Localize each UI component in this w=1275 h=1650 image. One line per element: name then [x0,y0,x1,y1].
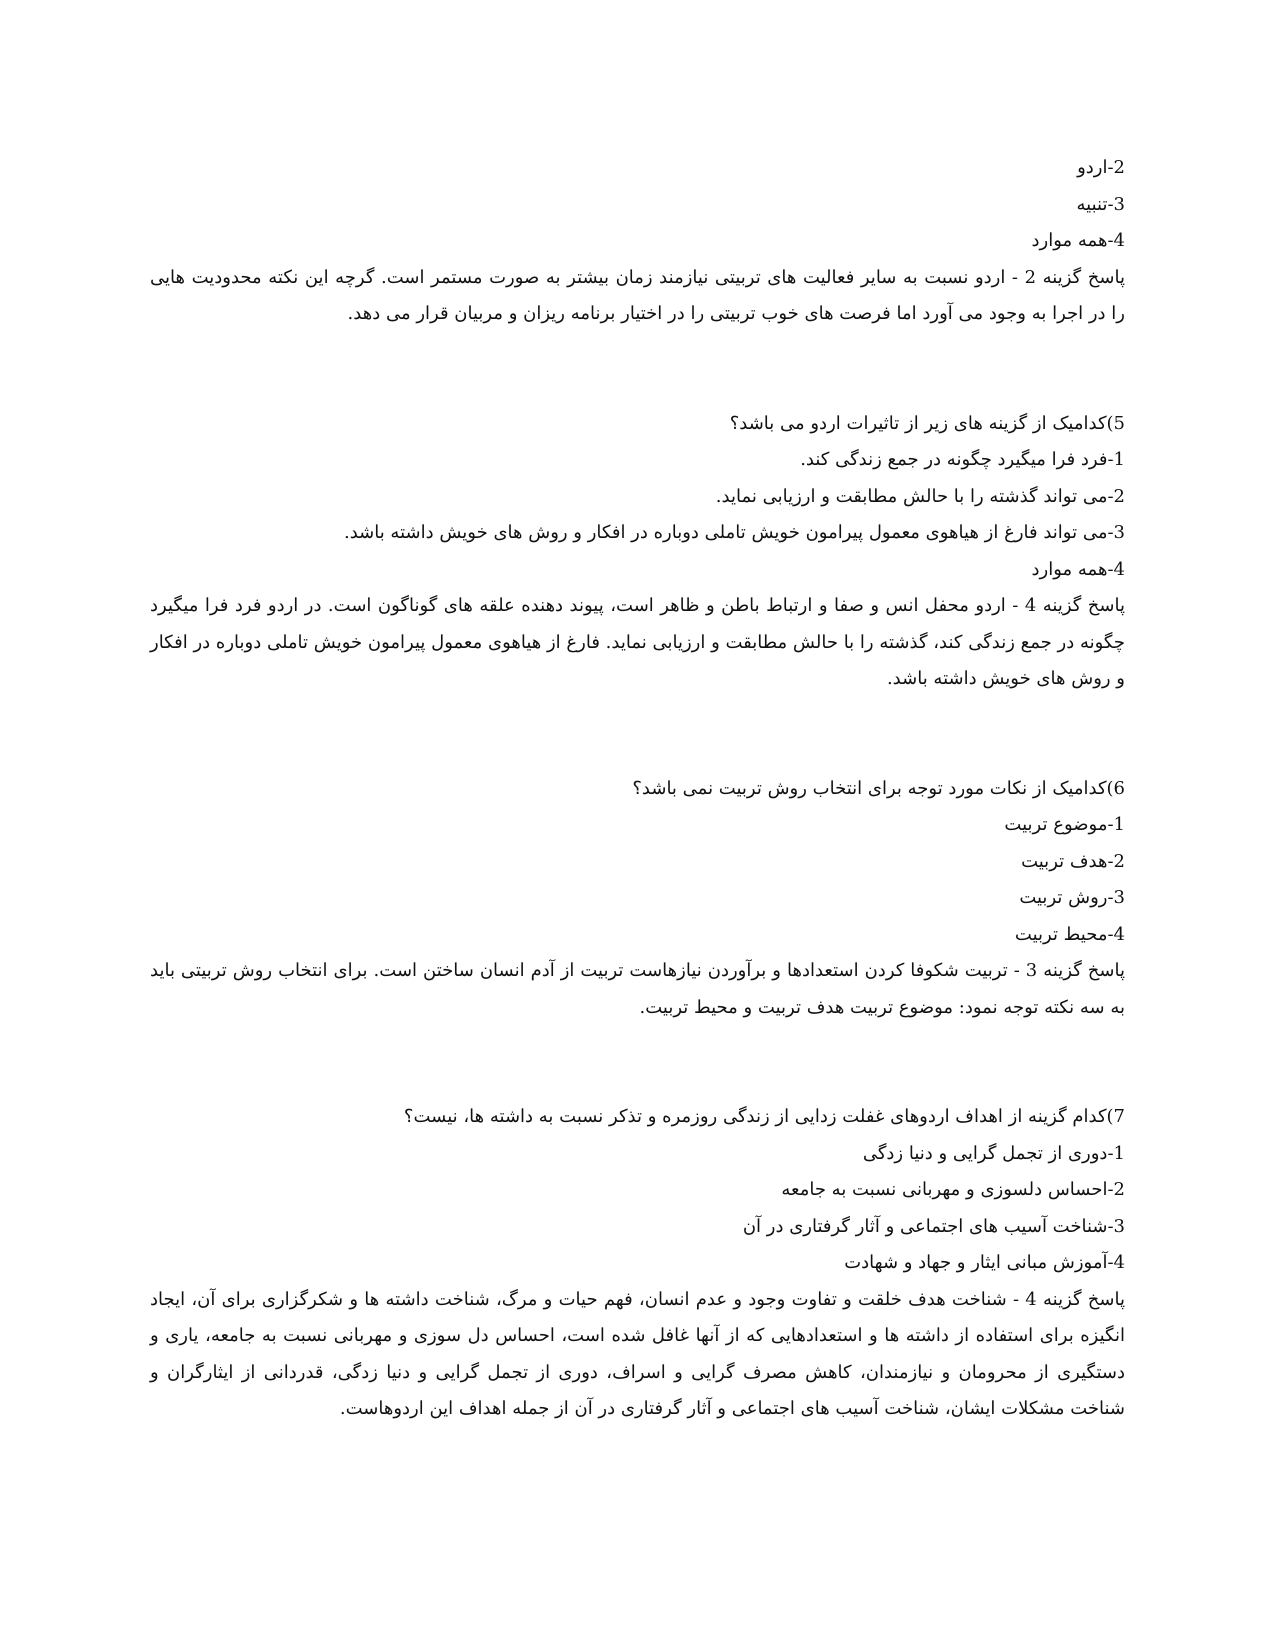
spacer [150,1026,1125,1099]
answer-text: پاسخ گزینه 2 - اردو نسبت به سایر فعالیت های تربیتی نیازمند زمان بیشتر به صورت مستمر است. گرچه این نکته محدودیت هایی را در اجرا به وجود می آورد اما فرصت های خوب تربیتی را در اختیار برنامه ریزان و مربیان قرار می دهد. [150,266,1125,324]
option-2: 2-می تواند گذشته را با حالش مطابقت و ارزیابی نماید. [715,485,1125,507]
option-3: 3-روش تربیت [1019,887,1125,908]
option-1: 1-موضوع تربیت [1004,814,1125,835]
spacer [150,333,1125,406]
option-4: 4-محیط تربیت [1014,923,1125,945]
option-2: 2-اردو [1077,157,1125,178]
question-6-text: 6)کدامیک از نکات مورد توجه برای انتخاب روش تربیت نمی باشد؟ [632,777,1125,799]
previous-question-block [150,150,1125,333]
answer-text: پاسخ گزینه 3 - تربیت شکوفا کردن استعدادها و برآوردن نیازهاست تربیت از آدم انسان ساختن است. برای انتخاب روش تربیتی باید به سه نکته توجه نمود: موضوع تربیت هدف تربیت و محیط تربیت. [150,960,1125,1018]
option-4: 4-همه موارد [1031,558,1125,580]
option-3: 3-شناخت آسیب های اجتماعی و آثار گرفتاری در آن [742,1215,1125,1237]
question-5-text: 5)کدامیک از گزینه های زیر از تاثیرات اردو می باشد؟ [729,412,1125,434]
document-page [150,150,1125,1428]
option-4: 4-آموزش مبانی ایثار و جهاد و شهادت [844,1252,1125,1273]
question-5-block [150,406,1125,698]
option-3: 3-تنبیه [1076,193,1125,215]
answer-text: پاسخ گزینه 4 - اردو محفل انس و صفا و ارتباط باطن و ظاهر است، پیوند دهنده علقه های گوناگون است. در اردو فرد فرا میگیرد چگونه در جمع زندگی کند، گذشته را با حالش مطابقت و ارزیابی نماید. فارغ از هیاهوی معمول پیرامون خویش تاملی دوباره در افکار و روش های خویش داشته باشد. [150,595,1126,689]
question-6-block [150,771,1125,1027]
answer-text: پاسخ گزینه 4 - شناخت هدف خلقت و تفاوت وجود و عدم انسان، فهم حیات و مرگ، شناخت داشته ها و شکرگزاری برای آن، ایجاد انگیزه برای استفاده از داشته ها و استعدادهایی که از آنها غافل شده است، احساس دل سوزی و مهربانی نسبت به جامعه، یاری و دستگیری از محرومان و نیازمندان، کاهش مصرف گرایی و اسراف، دوری از تجمل گرایی و دنیا زدگی، قدردانی از ایثارگران و شناخت مشکلات ایشان، شناخت آسیب های اجتماعی و آثار گرفتاری در آن از جمله اهداف این اردوهاست. [150,1288,1126,1419]
option-4: 4-همه موارد [1031,230,1125,251]
question-7-block [150,1099,1125,1428]
option-3: 3-می تواند فارغ از هیاهوی معمول پیرامون خویش تاملی دوباره در افکار و روش های خویش داشته باشد. [343,522,1125,543]
option-2: 2-احساس دلسوزی و مهربانی نسبت به جامعه [781,1179,1125,1200]
option-1: 1-دوری از تجمل گرایی و دنیا زدگی [862,1142,1125,1164]
option-2: 2-هدف تربیت [1021,850,1125,872]
option-1: 1-فرد فرا میگیرد چگونه در جمع زندگی کند. [800,449,1125,470]
spacer [150,698,1125,771]
question-7-text: 7)کدام گزینه از اهداف اردوهای غفلت زدایی از زندگی روزمره و تذکر نسبت به داشته ها، نیست؟ [403,1106,1125,1127]
